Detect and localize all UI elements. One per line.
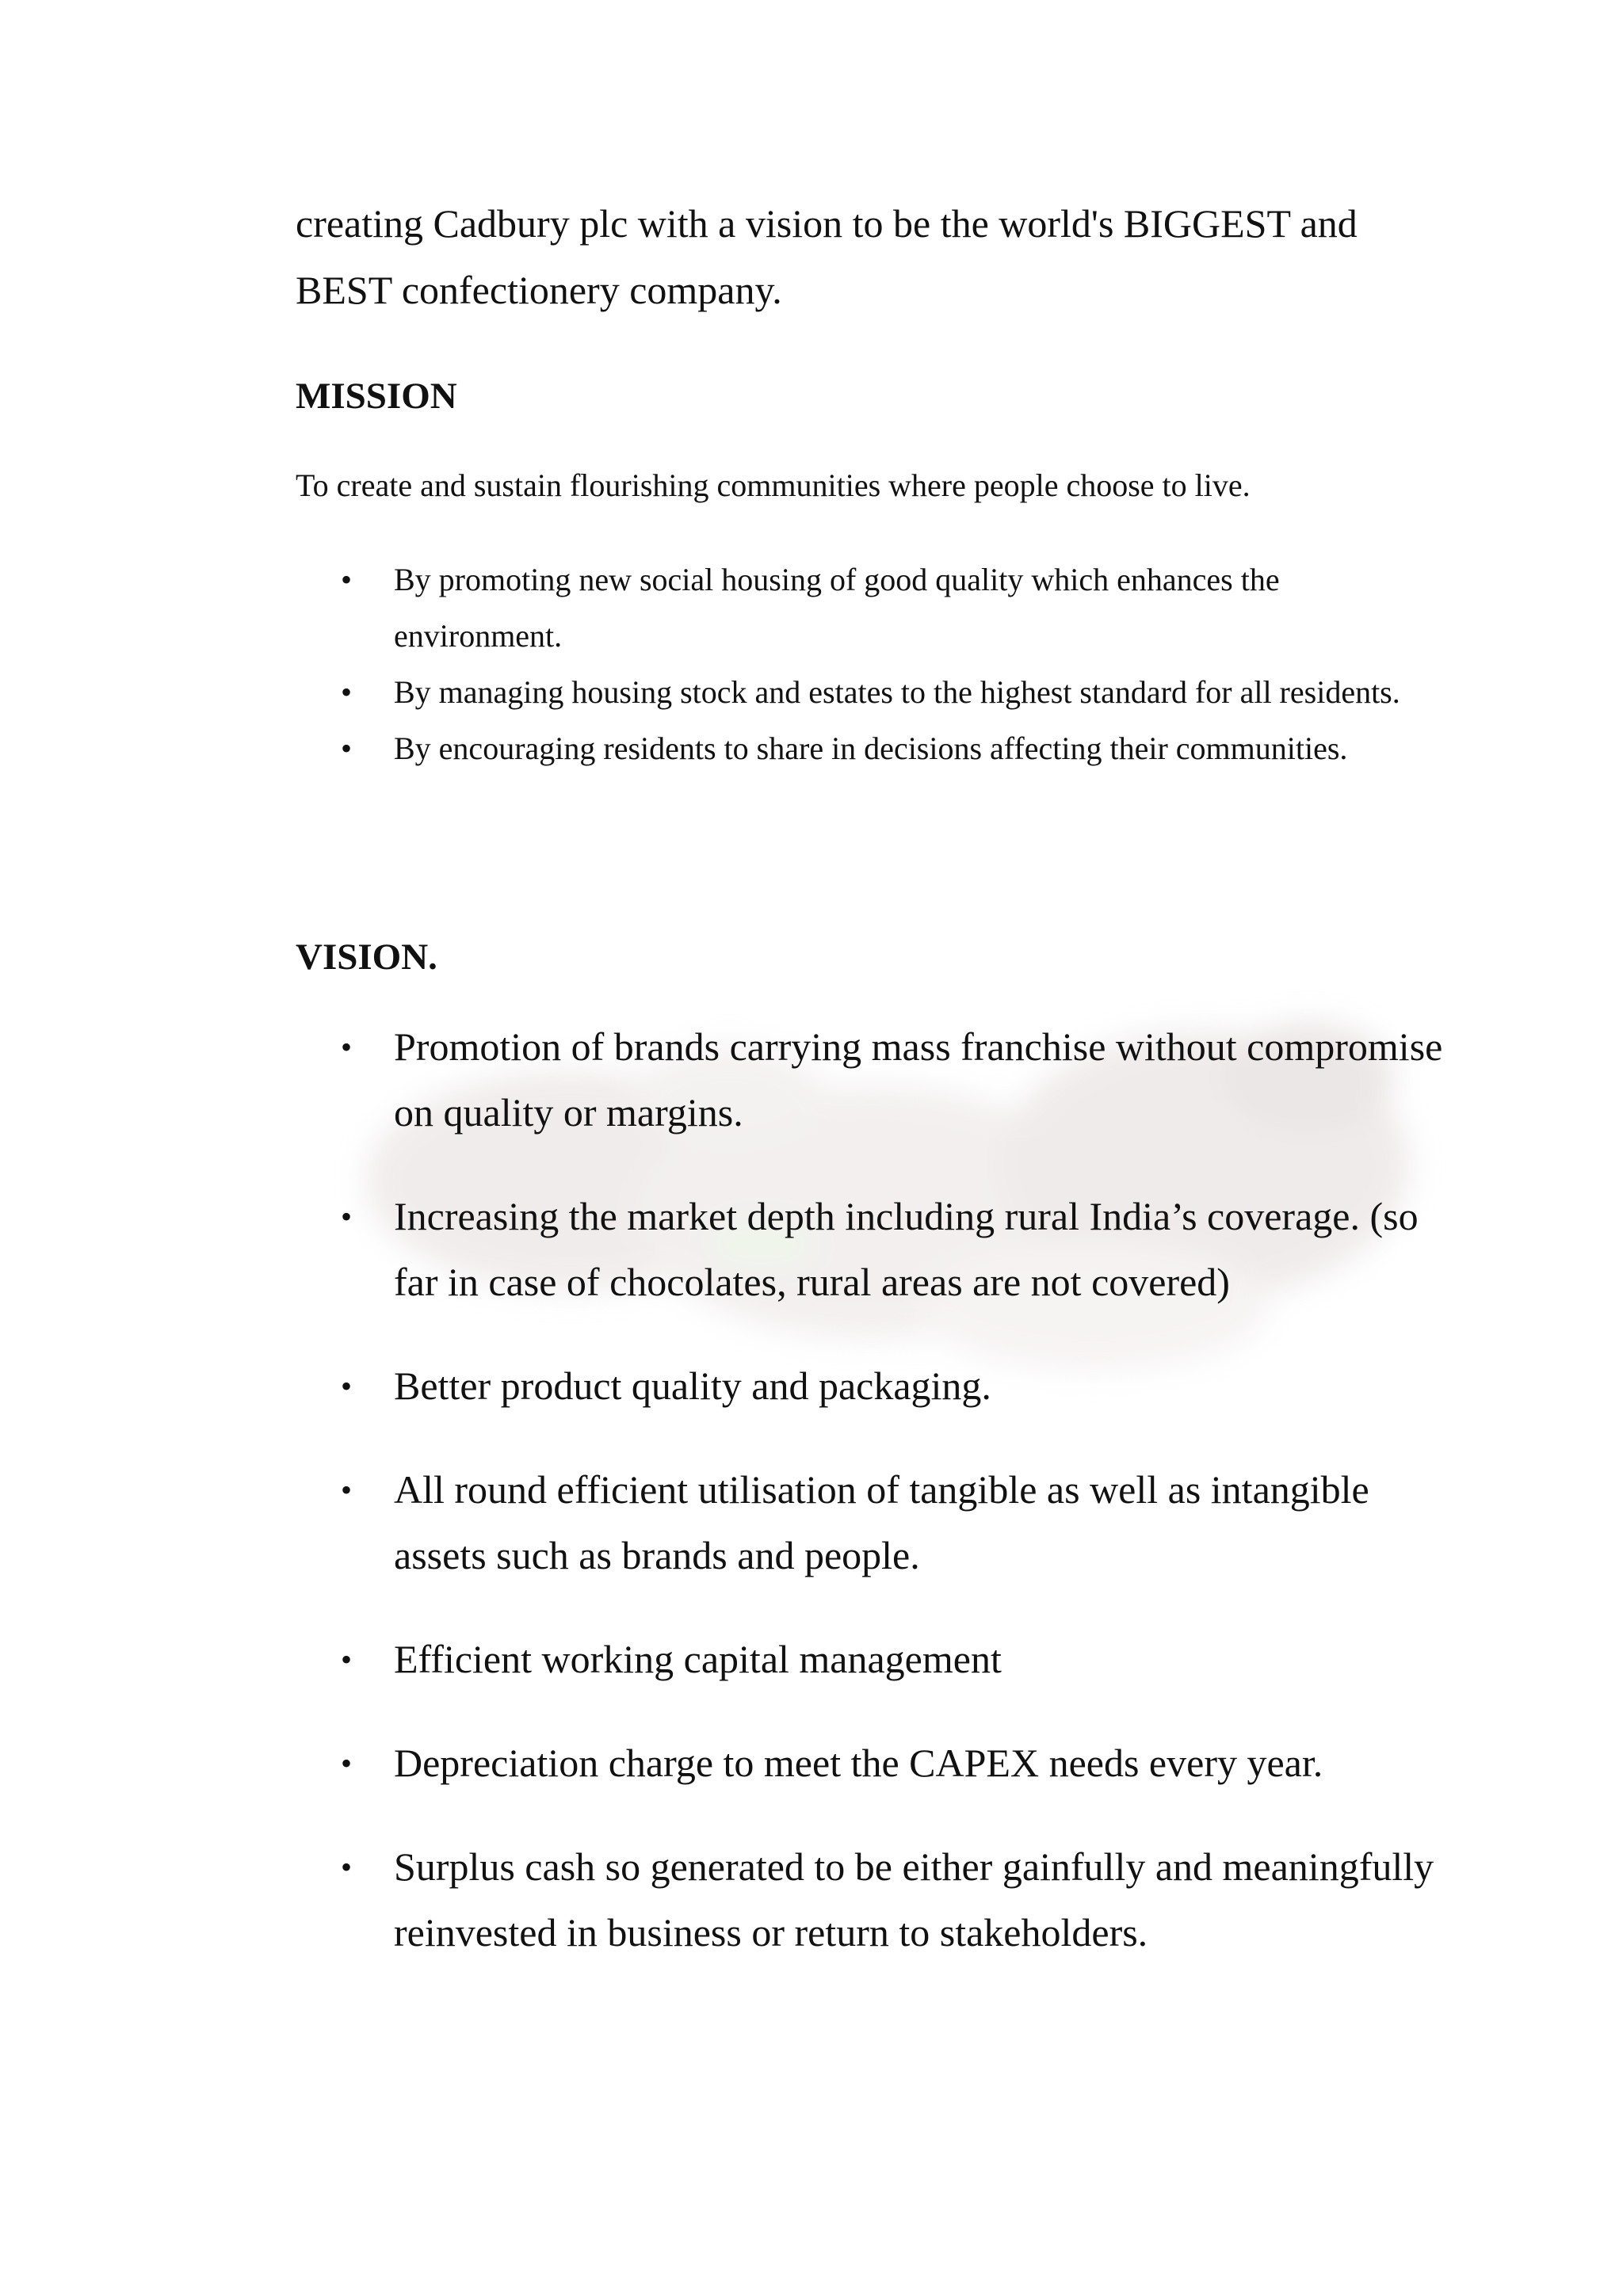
mission-item-text: By encouraging residents to share in decisions affecting their communities. (394, 730, 1348, 766)
mission-heading: MISSION (296, 376, 457, 417)
vision-list (296, 1014, 1453, 1966)
bullet-icon: • (341, 1849, 353, 1885)
vision-list-item (296, 1730, 1453, 1796)
mission-intro: To create and sustain flourishing communities where people choose to live. (296, 467, 1251, 503)
vision-heading: VISION. (296, 936, 437, 978)
bullet-icon: • (341, 1368, 353, 1404)
mission-item-text: By managing housing stock and estates to the highest standard for all residents. (394, 674, 1400, 710)
vision-item-text: Efficient working capital management (394, 1637, 1002, 1681)
mission-list-item (296, 551, 1453, 664)
vision-item-text: Better product quality and packaging. (394, 1363, 991, 1408)
bullet-icon: • (341, 1199, 353, 1234)
vision-list-item (296, 1184, 1453, 1315)
vision-list-item (296, 1627, 1453, 1692)
bullet-icon: • (341, 674, 353, 710)
page-content (296, 190, 1453, 2004)
vision-list-item (296, 1834, 1453, 1966)
vision-list-item (296, 1014, 1453, 1146)
mission-list-item (296, 664, 1453, 720)
intro-paragraph: creating Cadbury plc with a vision to be the world's BIGGEST and BEST confectionery company. (296, 201, 1358, 312)
bullet-icon: • (341, 1029, 353, 1065)
bullet-icon: • (341, 562, 353, 597)
bullet-icon: • (341, 1642, 353, 1677)
vision-list-item (296, 1353, 1453, 1419)
vision-item-text: Increasing the market depth including rural India’s coverage. (so far in case of chocolates, rural areas are not covered) (394, 1194, 1419, 1304)
bullet-icon: • (341, 1472, 353, 1508)
vision-item-text: Promotion of brands carrying mass franchise without compromise on quality or margins. (394, 1024, 1443, 1135)
vision-item-text: All round efficient utilisation of tangible as well as intangible assets such as brands and people. (394, 1467, 1369, 1577)
mission-list (296, 551, 1453, 776)
vision-list-item (296, 1457, 1453, 1589)
bullet-icon: • (341, 730, 353, 766)
vision-item-text: Surplus cash so generated to be either gainfully and meaningfully reinvested in business or return to stakeholders. (394, 1844, 1434, 1955)
bullet-icon: • (341, 1745, 353, 1781)
mission-item-text: By promoting new social housing of good quality which enhances the environment. (394, 562, 1280, 654)
mission-list-item (296, 720, 1453, 776)
vision-item-text: Depreciation charge to meet the CAPEX needs every year. (394, 1741, 1323, 1785)
